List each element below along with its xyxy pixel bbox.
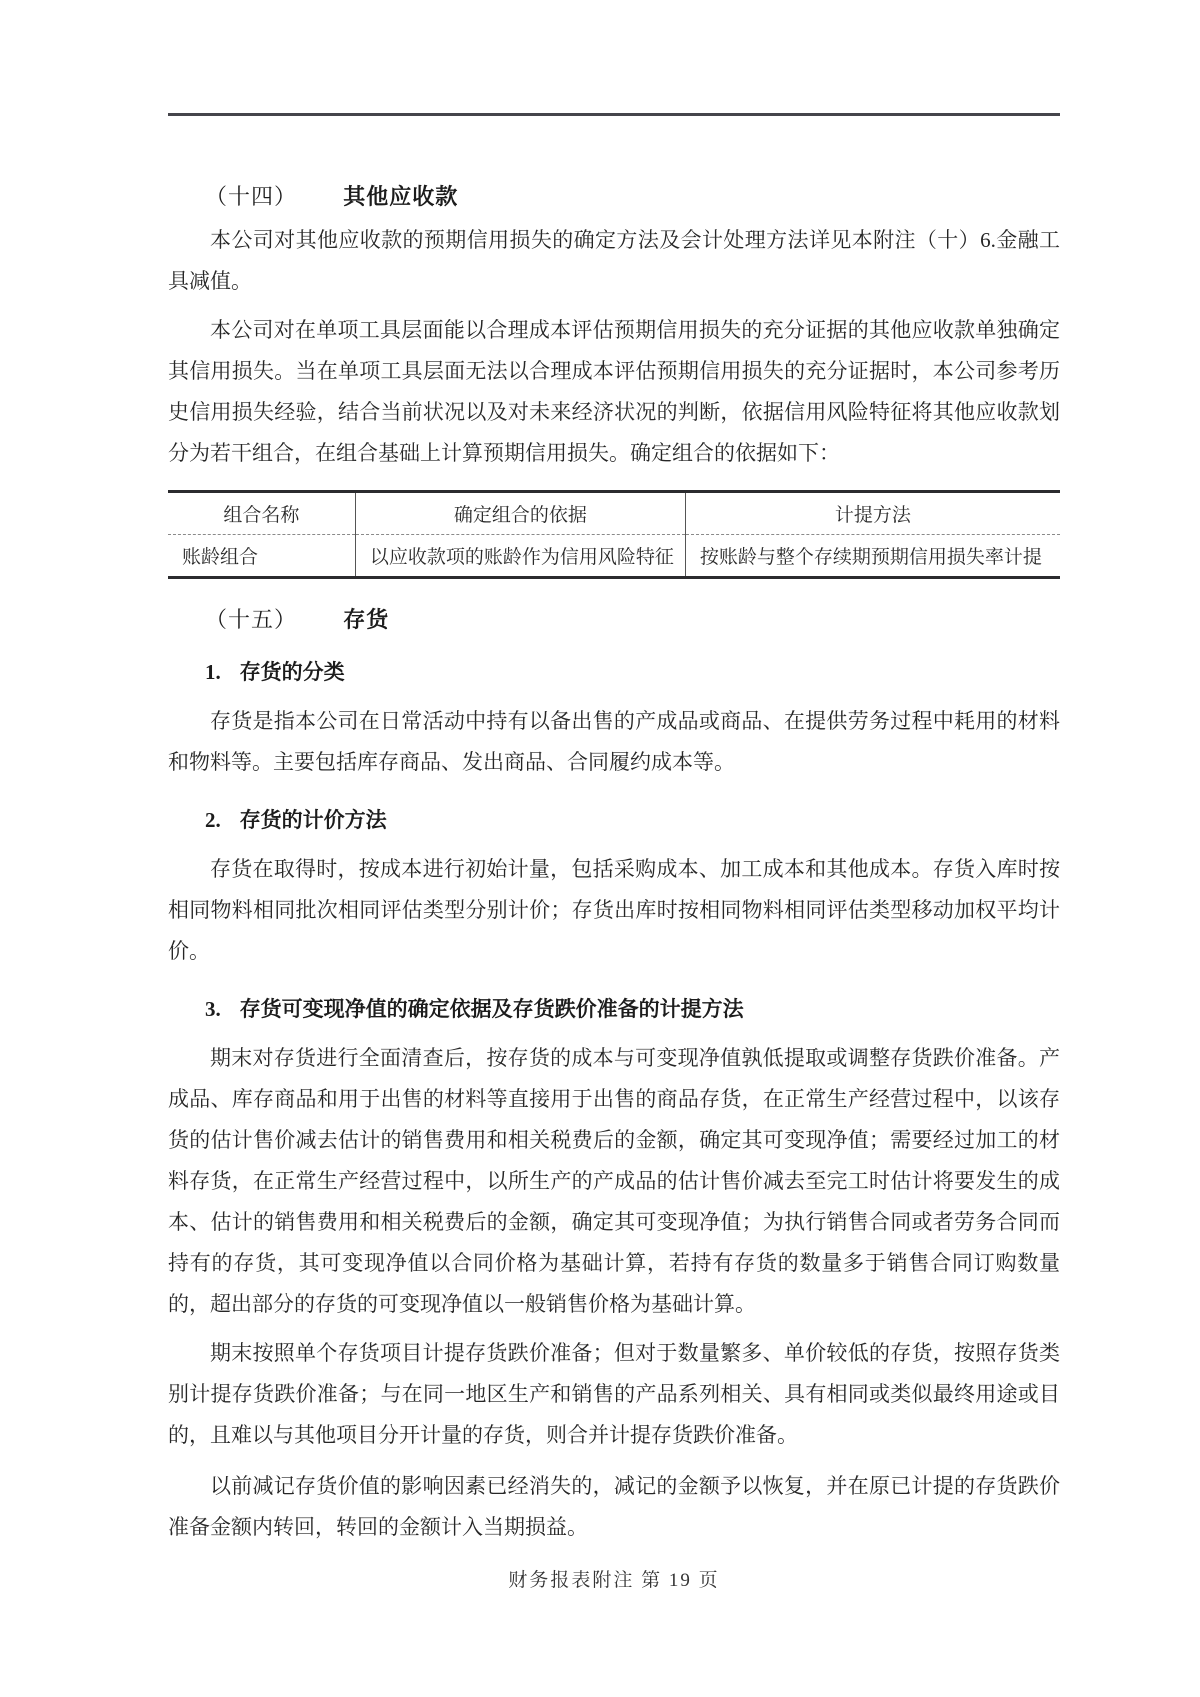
subsection-1-paragraph-1: 存货是指本公司在日常活动中持有以备出售的产成品或商品、在提供劳务过程中耗用的材料和物料等。主要包括库存商品、发出商品、合同履约成本等。 xyxy=(168,709,1060,774)
subsection-2-title: 存货的计价方法 xyxy=(239,808,387,832)
subsection-3-heading xyxy=(205,994,1060,1024)
page-content xyxy=(168,170,1060,1548)
subsection-3-paragraph-1: 期末对存货进行全面清查后，按存货的成本与可变现净值孰低提取或调整存货跌价准备。产成品、库存商品和用于出售的材料等直接用于出售的商品存货，在正常生产经营过程中，以该存货的估计售价减去估计的销售费用和相关税费后的金额，确定其可变现净值；需要经过加工的材料存货，在正常生产经营过程中，以所生产的产成品的估计售价减去至完工时估计将要发生的成本、估计的销售费用和相关税费后的金额，确定其可变现净值；为执行销售合同或者劳务合同而持有的存货，其可变现净值以合同价格为基础计算，若持有存货的数量多于销售合同订购数量的，超出部分的存货的可变现净值以一般销售价格为基础计算。 xyxy=(168,1046,1060,1316)
table-header-row xyxy=(168,492,1060,535)
grouping-table xyxy=(168,490,1060,579)
section-15-title: 存货 xyxy=(343,607,390,632)
subsection-2-heading xyxy=(205,805,1060,835)
section-14-number: （十四） xyxy=(205,184,298,209)
table-cell-group-basis: 以应收款项的账龄作为信用风险特征 xyxy=(355,535,685,578)
section-14-paragraph-2: 本公司对在单项工具层面能以合理成本评估预期信用损失的充分证据的其他应收款单独确定其信用损失。当在单项工具层面无法以合理成本评估预期信用损失的充分证据时，本公司参考历史信用损失经验，结合当前状况以及对未来经济状况的判断，依据信用风险特征将其他应收款划分为若干组合，在组合基础上计算预期信用损失。确定组合的依据如下： xyxy=(168,318,1060,465)
header-rule xyxy=(168,113,1060,116)
table-cell-provision-method: 按账龄与整个存续期预期信用损失率计提 xyxy=(685,535,1060,578)
section-15-heading xyxy=(205,605,1060,635)
subsection-3-paragraph-3: 以前减记存货价值的影响因素已经消失的，减记的金额予以恢复，并在原已计提的存货跌价准备金额内转回，转回的金额计入当期损益。 xyxy=(168,1474,1060,1539)
table-row xyxy=(168,535,1060,578)
table-header-provision-method: 计提方法 xyxy=(685,492,1060,535)
subsection-3-title: 存货可变现净值的确定依据及存货跌价准备的计提方法 xyxy=(239,997,744,1021)
subsection-3-paragraph-2: 期末按照单个存货项目计提存货跌价准备；但对于数量繁多、单价较低的存货，按照存货类别计提存货跌价准备；与在同一地区生产和销售的产品系列相关、具有相同或类似最终用途或目的，且难以与其他项目分开计量的存货，则合并计提存货跌价准备。 xyxy=(168,1341,1060,1447)
subsection-2-number: 2. xyxy=(205,808,221,832)
section-14-paragraph-1: 本公司对其他应收款的预期信用损失的确定方法及会计处理方法详见本附注（十）6.金融工具减值。 xyxy=(168,228,1060,293)
subsection-3-number: 3. xyxy=(205,997,221,1021)
section-14-title: 其他应收款 xyxy=(343,184,459,209)
subsection-1-number: 1. xyxy=(205,660,221,684)
subsection-1-title: 存货的分类 xyxy=(239,660,345,684)
page-footer: 财务报表附注 第 19 页 xyxy=(508,1570,720,1591)
table-cell-group-name: 账龄组合 xyxy=(182,547,259,568)
grouping-table-header xyxy=(168,492,1060,535)
table-header-group-basis: 确定组合的依据 xyxy=(355,492,685,535)
subsection-1-heading xyxy=(205,657,1060,687)
subsection-2-paragraph-1: 存货在取得时，按成本进行初始计量，包括采购成本、加工成本和其他成本。存货入库时按相同物料相同批次相同评估类型分别计价；存货出库时按相同物料相同评估类型移动加权平均计价。 xyxy=(168,857,1060,963)
section-14-heading xyxy=(205,182,1060,212)
section-15-number: （十五） xyxy=(205,607,298,632)
table-header-group-name: 组合名称 xyxy=(168,492,355,535)
grouping-table-body xyxy=(168,535,1060,578)
